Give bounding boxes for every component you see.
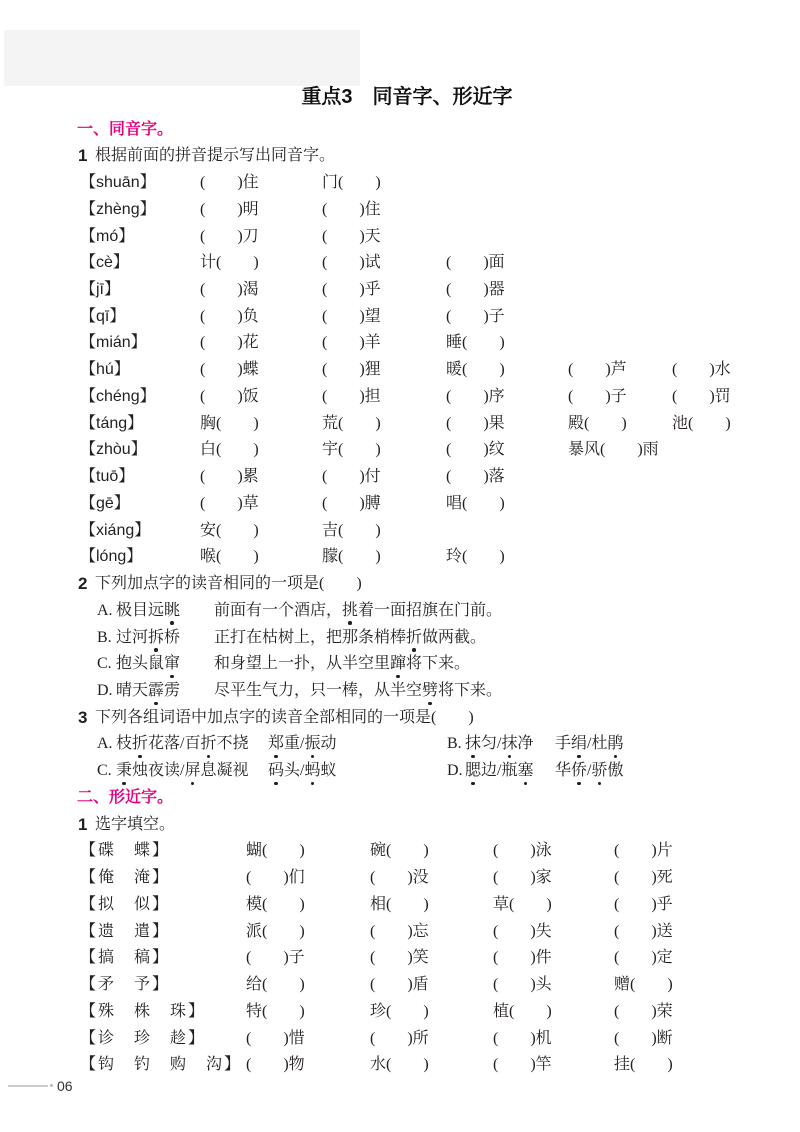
pinyin-label: 【cè】 <box>80 254 129 272</box>
page-number-rule <box>8 1085 48 1087</box>
emphasized-character: 郑 <box>268 735 285 753</box>
emphasized-character: 抹 <box>501 735 518 753</box>
fill-in-item: ( )住 <box>200 174 259 192</box>
pinyin-label: 【gē】 <box>80 494 130 512</box>
option-word <box>116 678 180 705</box>
option-letter: A. <box>97 601 113 619</box>
fill-in-item: ( )家 <box>493 869 552 887</box>
option-word-pair <box>268 731 337 758</box>
option-sentence <box>214 678 502 705</box>
pinyin-label: 【shuān】 <box>80 174 156 192</box>
emphasized-character: 码 <box>268 762 285 780</box>
fill-in-item: 荒( ) <box>322 414 381 432</box>
character-group-label: 【诊 珍 趁】 <box>80 1029 207 1047</box>
fill-in-item: 暴风( )雨 <box>568 441 659 459</box>
option-sentence <box>214 651 470 678</box>
text-segment: /杜 <box>587 735 608 753</box>
page-number-dot <box>50 1084 53 1087</box>
option-letter: C. <box>97 762 112 780</box>
text-segment: 匀/ <box>481 735 502 753</box>
pinyin-label: 【jī】 <box>80 281 121 298</box>
fill-in-item: 安( ) <box>200 521 259 539</box>
fill-in-item: ( )子 <box>246 949 305 967</box>
pinyin-row <box>0 330 800 357</box>
fill-in-item: ( )草 <box>200 494 259 512</box>
pinyin-label: 【zhòu】 <box>80 441 147 459</box>
pinyin-label: 【mó】 <box>80 227 135 245</box>
fill-in-item: ( )件 <box>493 949 552 967</box>
fill-in-item: 给( ) <box>246 976 305 994</box>
fill-in-item: ( )负 <box>200 307 259 325</box>
emphasized-character: 绢 <box>571 735 588 753</box>
fill-in-item: 殿( ) <box>568 414 627 432</box>
text-segment: 净 <box>517 735 534 753</box>
pinyin-label: 【lóng】 <box>80 548 143 566</box>
pinyin-label: 【zhèng】 <box>80 200 156 218</box>
section-heading: 一、同音字。 <box>77 120 174 138</box>
fill-in-item: 碗( ) <box>370 842 429 860</box>
option-letter: C. <box>97 655 112 673</box>
text-segment: 雳 <box>164 682 181 700</box>
text-segment: 重/ <box>284 735 305 753</box>
question-2-options <box>0 598 800 705</box>
character-group-row <box>0 838 800 865</box>
text-segment: 头/ <box>284 762 305 780</box>
emphasized-character: 劈 <box>422 682 439 700</box>
fill-in-item: 赠( ) <box>614 976 673 994</box>
fill-in-item: ( )们 <box>246 869 305 887</box>
fill-in-item: ( )付 <box>322 468 381 486</box>
answer-option <box>0 651 800 678</box>
fill-in-item: ( )乎 <box>614 895 673 913</box>
fill-in-item: 白( ) <box>200 441 259 459</box>
fill-in-item: ( )花 <box>200 334 259 352</box>
emphasized-character: 塞 <box>517 762 534 780</box>
pinyin-row <box>0 250 800 277</box>
pinyin-row <box>0 411 800 438</box>
fill-in-item: ( )失 <box>493 922 552 940</box>
option-letter: A. <box>97 735 113 753</box>
pinyin-label: 【chéng】 <box>80 387 156 405</box>
text-segment: 尽平生气力，只一棒，从半空 <box>214 682 423 700</box>
text-segment: 过河 <box>116 628 149 646</box>
emphasized-character: 侨 <box>571 762 588 780</box>
fill-in-item: ( )序 <box>446 387 505 405</box>
question-prompt: 根据前面的拼音提示写出同音字。 <box>95 147 336 165</box>
fill-in-item: ( )头 <box>493 976 552 994</box>
fill-in-item: ( )膊 <box>322 494 381 512</box>
fill-in-item: ( )器 <box>446 281 505 298</box>
question-number: 3 <box>78 707 88 727</box>
fill-in-item: ( )渴 <box>200 281 259 298</box>
text-segment: 花落/百 <box>148 735 201 753</box>
fill-in-item: ( )没 <box>370 869 429 887</box>
emphasized-character: 秉 <box>116 762 133 780</box>
option-word-pair <box>465 731 534 758</box>
fill-in-item: ( )竿 <box>493 1056 552 1074</box>
character-group-row <box>0 999 800 1026</box>
text-segment: 不挠 <box>216 735 249 753</box>
fill-in-item: 吉( ) <box>322 521 381 539</box>
character-group-label: 【俺 淹】 <box>80 869 171 887</box>
question-2 <box>0 571 800 598</box>
option-word-pair <box>465 758 533 785</box>
pinyin-rows <box>0 170 800 571</box>
character-group-label: 【钩 钓 购 沟】 <box>80 1056 243 1074</box>
pinyin-row <box>0 170 800 197</box>
option-sentence <box>214 625 486 652</box>
character-group-label: 【搞 稿】 <box>80 949 171 967</box>
text-segment: 烛夜读/ <box>132 762 185 780</box>
character-group-label: 【矛 予】 <box>80 976 171 994</box>
question-1-similar <box>0 812 800 839</box>
fill-in-item: 暖( ) <box>446 361 505 379</box>
section-heading-homophones <box>0 117 800 144</box>
text-segment: 做两截。 <box>422 628 487 646</box>
fill-in-item: ( )泳 <box>493 842 552 860</box>
emphasized-character: 蚂 <box>304 762 321 780</box>
fill-in-item: ( )羊 <box>322 334 381 352</box>
text-segment: 动 <box>320 735 337 753</box>
fill-in-item: ( )片 <box>614 842 673 860</box>
fill-in-item: ( )明 <box>200 200 259 218</box>
fill-in-item: 胸( ) <box>200 414 259 432</box>
option-word <box>116 625 180 652</box>
emphasized-character: 眺 <box>164 601 181 619</box>
emphasized-character: 折 <box>406 628 423 646</box>
text-segment: 将下来。 <box>406 655 471 673</box>
emphasized-character: 腮 <box>465 762 482 780</box>
text-segment: 傲 <box>607 762 624 780</box>
pinyin-label: 【xiáng】 <box>80 521 151 539</box>
emphasized-character: 屏 <box>184 762 201 780</box>
option-word-pair <box>116 731 249 758</box>
header-banner <box>4 30 360 86</box>
fill-in-item: ( )面 <box>446 254 505 272</box>
fill-in-item: ( )住 <box>322 200 381 218</box>
fill-in-item: 玲( ) <box>446 548 505 566</box>
pinyin-row <box>0 544 800 571</box>
fill-in-item: ( )荣 <box>614 1002 673 1020</box>
pinyin-label: 【mián】 <box>80 334 147 352</box>
character-group-row <box>0 972 800 999</box>
fill-in-item: ( )芦 <box>568 361 627 379</box>
emphasized-character: 折 <box>132 735 149 753</box>
text-segment: 桥 <box>164 628 181 646</box>
text-segment: 将下来。 <box>438 682 503 700</box>
option-letter: B. <box>97 628 112 646</box>
fill-in-item: ( )天 <box>322 227 381 245</box>
text-segment: 手 <box>555 735 572 753</box>
option-letter: D. <box>97 682 113 700</box>
pinyin-label: 【tuō】 <box>80 468 135 486</box>
fill-in-item: ( )忘 <box>370 922 429 940</box>
option-word-pair <box>116 758 249 785</box>
character-group-row <box>0 919 800 946</box>
question-number: 1 <box>78 146 88 166</box>
emphasized-character: 霹 <box>148 682 165 700</box>
question-prompt: 下列各组词语中加点字的读音全部相同的一项是( ) <box>95 708 474 726</box>
pinyin-row <box>0 464 800 491</box>
text-segment: 着一面招旗在门前。 <box>358 601 503 619</box>
pinyin-label: 【hú】 <box>80 361 130 379</box>
fill-in-item: 计( ) <box>200 254 259 272</box>
answer-option <box>0 598 800 625</box>
text-segment: 边/瓶 <box>481 762 518 780</box>
fill-in-item: ( )刀 <box>200 227 259 245</box>
pinyin-row <box>0 277 800 304</box>
emphasized-character: 挑 <box>342 601 359 619</box>
option-letter: D. <box>447 762 463 780</box>
character-group-row <box>0 865 800 892</box>
text-segment: / <box>587 762 592 780</box>
option-word <box>116 651 180 678</box>
fill-in-item: ( )饭 <box>200 387 259 405</box>
question-number: 2 <box>78 574 88 594</box>
fill-in-item: 池( ) <box>672 414 731 432</box>
fill-in-item: ( )担 <box>322 387 381 405</box>
fill-in-item: ( )笑 <box>370 949 429 967</box>
fill-in-item: ( )试 <box>322 254 381 272</box>
text-segment: 华 <box>555 762 572 780</box>
question-prompt: 选字填空。 <box>95 815 176 833</box>
pinyin-row <box>0 491 800 518</box>
fill-in-item: 喉( ) <box>200 548 259 566</box>
fill-in-item: ( )累 <box>200 468 259 486</box>
fill-in-item: 挂( ) <box>614 1056 673 1074</box>
emphasized-character: 折 <box>200 735 217 753</box>
fill-in-item: 门( ) <box>322 174 381 192</box>
character-group-row <box>0 1052 800 1079</box>
fill-in-item: ( )子 <box>568 387 627 405</box>
answer-option-row <box>0 731 800 758</box>
answer-option-row <box>0 758 800 785</box>
character-group-row <box>0 892 800 919</box>
pinyin-row <box>0 437 800 464</box>
emphasized-character: 抹 <box>465 735 482 753</box>
fill-in-item: ( )罚 <box>672 387 731 405</box>
fill-in-item: 草( ) <box>493 895 552 913</box>
fill-in-item: ( )果 <box>446 414 505 432</box>
text-segment: 前面有一个酒店， <box>214 601 343 619</box>
text-segment: 晴天 <box>116 682 149 700</box>
text-segment: 正打在枯树上，把那条梢棒 <box>214 628 407 646</box>
section-heading: 二、形近字。 <box>77 788 174 806</box>
fill-in-item: 模( ) <box>246 895 305 913</box>
page-title: 重点3 同音字、形近字 <box>301 86 513 108</box>
fill-in-item: 相( ) <box>370 895 429 913</box>
question-prompt: 下列加点字的读音相同的一项是( ) <box>95 575 362 593</box>
emphasized-character: 骄 <box>591 762 608 780</box>
pinyin-row <box>0 224 800 251</box>
answer-option <box>0 625 800 652</box>
character-group-label: 【拟 似】 <box>80 895 171 913</box>
emphasized-character: 蹿 <box>390 655 407 673</box>
fill-in-item: ( )纹 <box>446 441 505 459</box>
pinyin-row <box>0 304 800 331</box>
fill-in-item: ( )物 <box>246 1056 305 1074</box>
pinyin-label: 【qī】 <box>80 307 126 325</box>
fill-in-item: ( )望 <box>322 307 381 325</box>
pinyin-label: 【táng】 <box>80 414 144 432</box>
text-segment: 枝 <box>116 735 133 753</box>
character-group-row <box>0 945 800 972</box>
fill-in-item: 宇( ) <box>322 441 381 459</box>
fill-in-item: ( )送 <box>614 922 673 940</box>
fill-in-item: 朦( ) <box>322 548 381 566</box>
fill-in-item: 水( ) <box>370 1056 429 1074</box>
option-word-pair <box>555 731 624 758</box>
fill-in-item: ( )死 <box>614 869 673 887</box>
question-3 <box>0 705 800 732</box>
fill-in-item: ( )水 <box>672 361 731 379</box>
character-group-label: 【遗 遣】 <box>80 922 171 940</box>
character-group-label: 【殊 株 珠】 <box>80 1002 207 1020</box>
page-number: 06 <box>57 1078 73 1094</box>
worksheet-content <box>0 117 800 1079</box>
section-heading-similar <box>0 785 800 812</box>
emphasized-character: 窜 <box>164 655 181 673</box>
fill-in-item: 珍( ) <box>370 1002 429 1020</box>
character-group-row <box>0 1026 800 1053</box>
emphasized-character: 振 <box>304 735 321 753</box>
fill-in-item: ( )断 <box>614 1029 673 1047</box>
question-3-options <box>0 731 800 784</box>
character-group-rows <box>0 838 800 1079</box>
character-group-label: 【碟 蝶】 <box>80 842 171 860</box>
pinyin-row <box>0 384 800 411</box>
fill-in-item: 蝴( ) <box>246 842 305 860</box>
text-segment: 极目远 <box>116 601 165 619</box>
fill-in-item: ( )乎 <box>322 281 381 298</box>
option-letter: B. <box>447 735 462 753</box>
answer-option <box>0 678 800 705</box>
fill-in-item: ( )落 <box>446 468 505 486</box>
fill-in-item: ( )机 <box>493 1029 552 1047</box>
emphasized-character: 拆 <box>148 628 165 646</box>
question-number: 1 <box>78 814 88 834</box>
text-segment: 和身望上一扑，从半空里 <box>214 655 391 673</box>
fill-in-item: ( )盾 <box>370 976 429 994</box>
fill-in-item: ( )蝶 <box>200 361 259 379</box>
fill-in-item: ( )定 <box>614 949 673 967</box>
pinyin-row <box>0 518 800 545</box>
option-word <box>116 598 180 625</box>
fill-in-item: 植( ) <box>493 1002 552 1020</box>
fill-in-item: 唱( ) <box>446 494 505 512</box>
fill-in-item: ( )惜 <box>246 1029 305 1047</box>
fill-in-item: 睡( ) <box>446 334 505 352</box>
emphasized-character: 鹃 <box>607 735 624 753</box>
fill-in-item: ( )所 <box>370 1029 429 1047</box>
fill-in-item: ( )狸 <box>322 361 381 379</box>
option-word-pair <box>268 758 337 785</box>
text-segment: 息凝视 <box>200 762 249 780</box>
fill-in-item: 派( ) <box>246 922 305 940</box>
option-word-pair <box>555 758 624 785</box>
fill-in-item: ( )子 <box>446 307 505 325</box>
pinyin-row <box>0 357 800 384</box>
question-1-homophones <box>0 143 800 170</box>
option-sentence <box>214 598 502 625</box>
text-segment: 抱头鼠 <box>116 655 165 673</box>
fill-in-item: 特( ) <box>246 1002 305 1020</box>
text-segment: 蚁 <box>320 762 337 780</box>
pinyin-row <box>0 197 800 224</box>
